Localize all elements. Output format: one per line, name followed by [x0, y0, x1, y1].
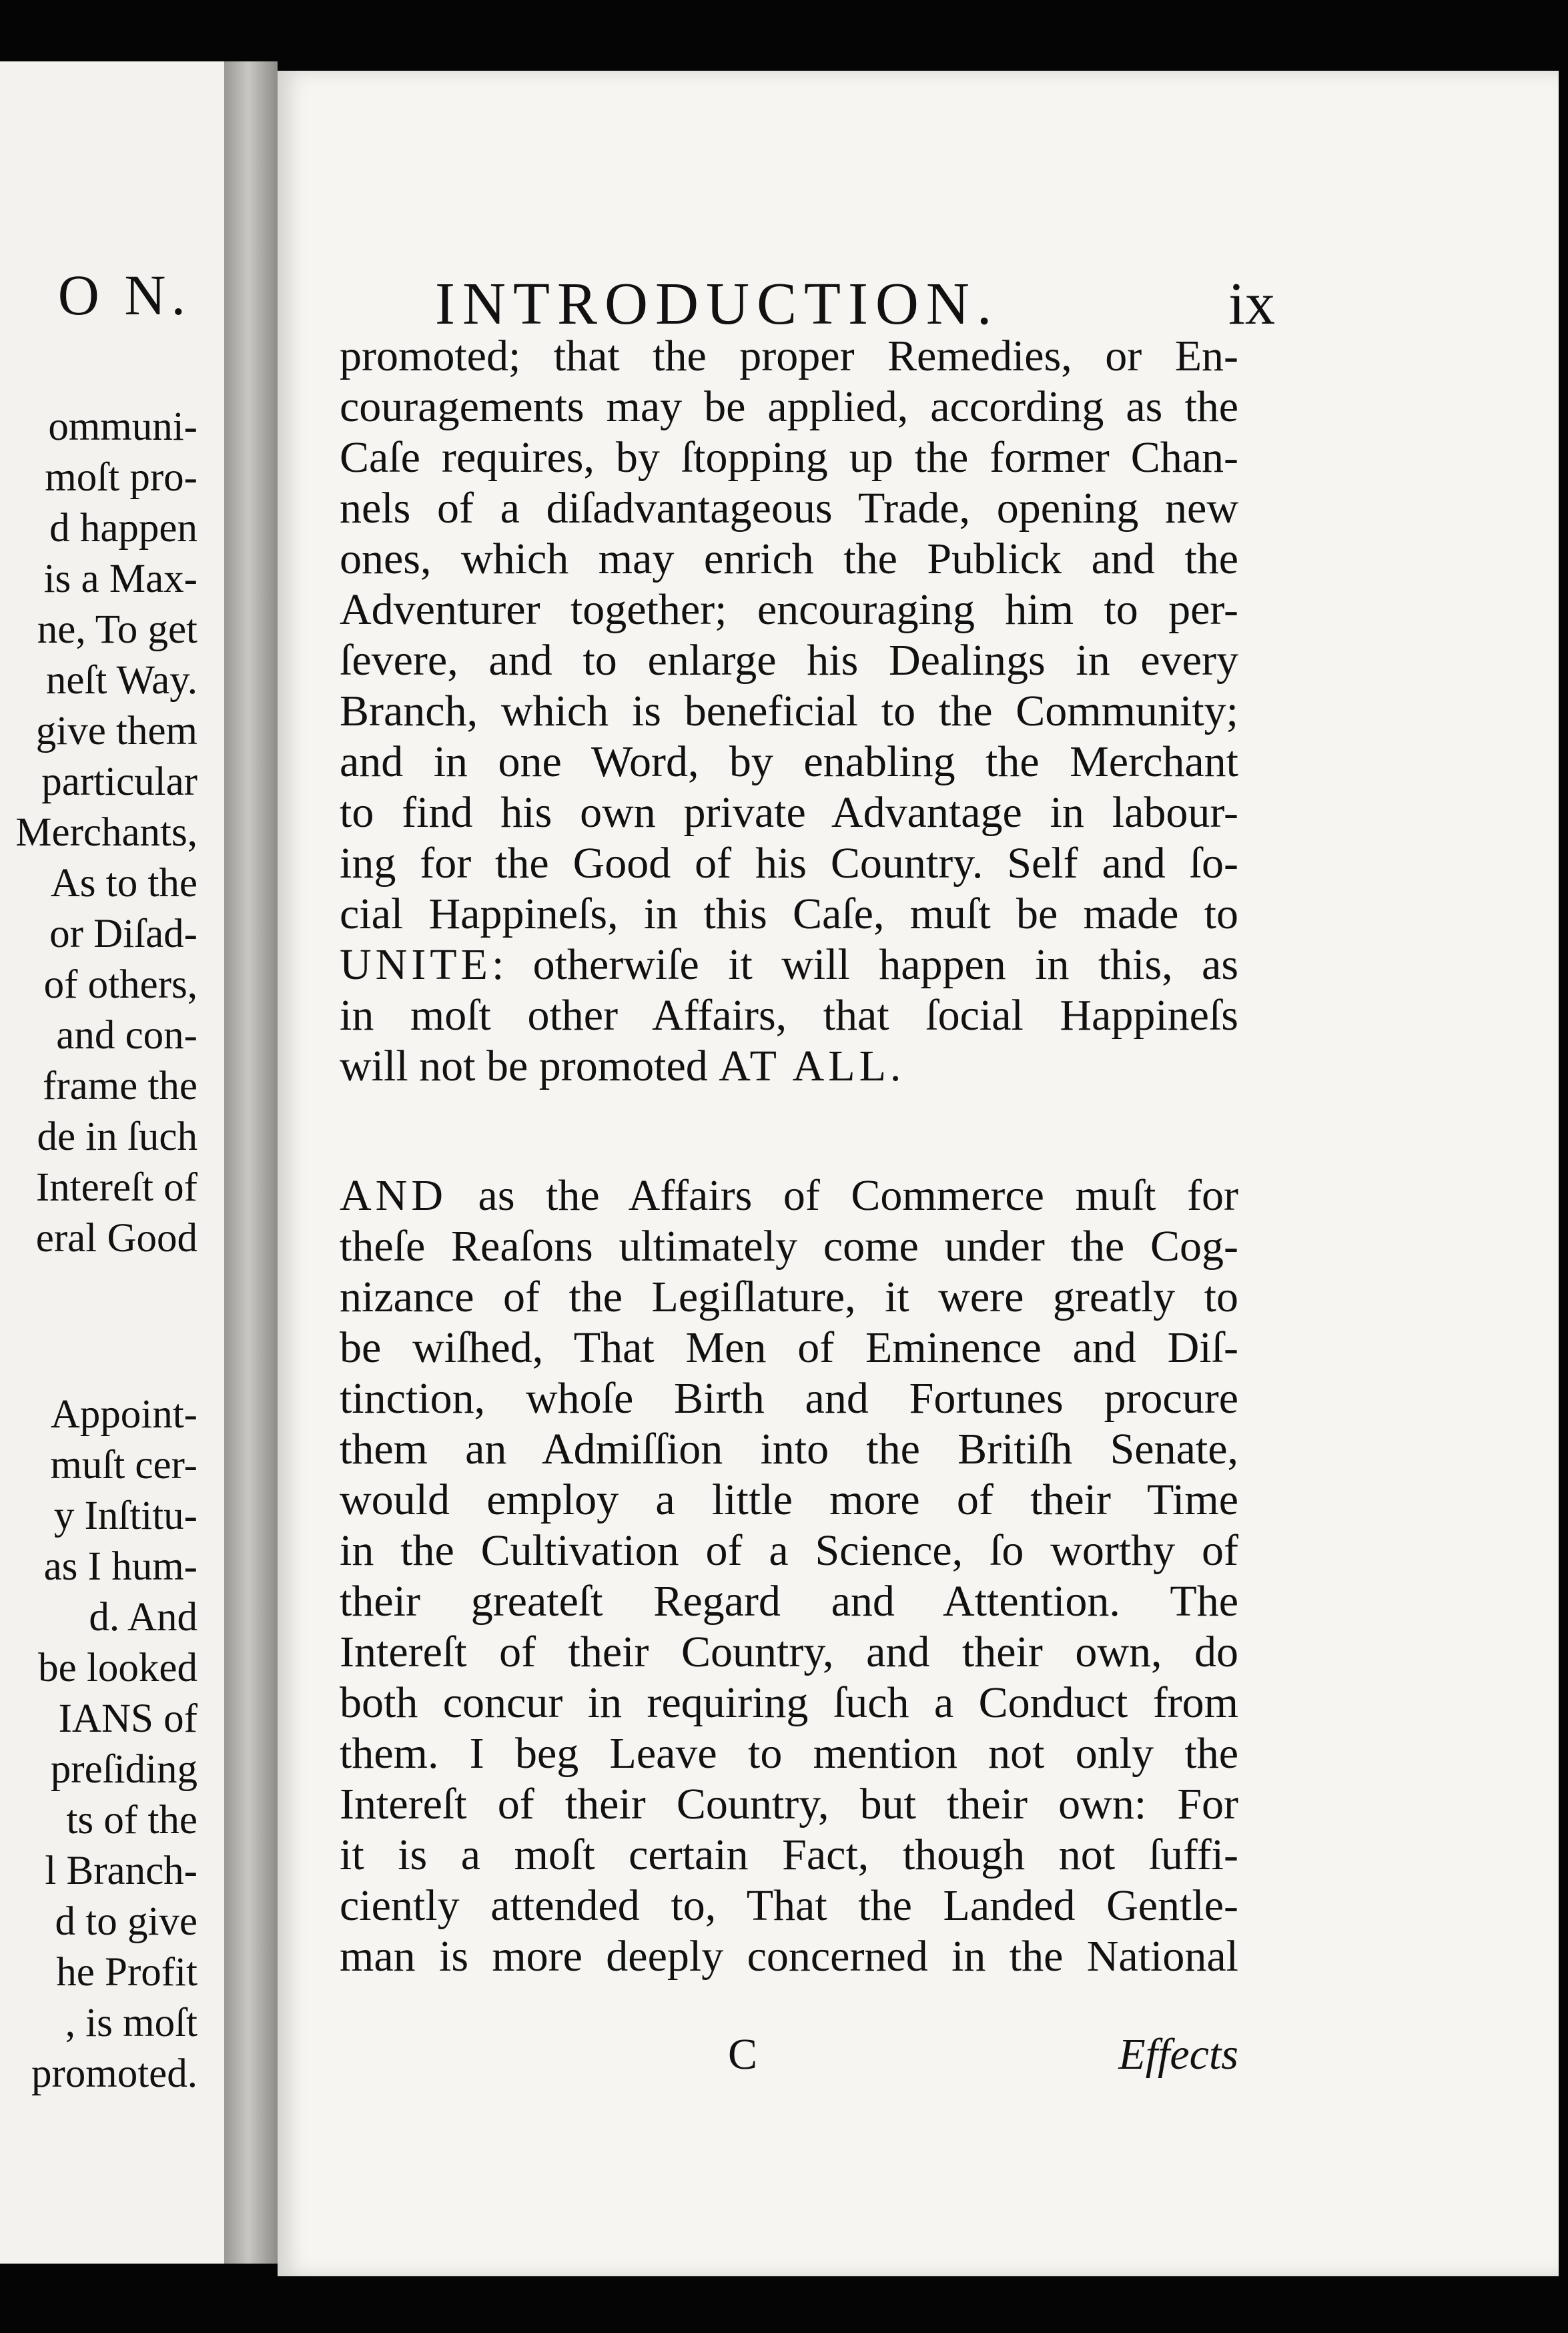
- text-line: in the Cultivation of a Science, ſo worthy of: [340, 1526, 1238, 1575]
- facing-page-line: d. And: [89, 1595, 198, 1640]
- facing-page-line: de in ſuch: [37, 1114, 198, 1159]
- facing-page-line: d to give: [55, 1899, 198, 1944]
- text-line: ſevere, and to enlarge his Dealings in every: [340, 636, 1238, 685]
- text-line: promoted; that the proper Remedies, or En-: [340, 332, 1238, 380]
- paragraph-1: [340, 331, 1238, 1092]
- text-line: nels of a diſadvantageous Trade, opening new: [340, 484, 1238, 533]
- facing-page-spacer: [15, 1264, 198, 1389]
- facing-page-line: y Inſtitu-: [53, 1493, 198, 1538]
- facing-page-header: O N.: [57, 263, 191, 327]
- facing-page-line: he Profit: [56, 1950, 198, 1995]
- text-line: their greateſt Regard and Attention. The: [340, 1577, 1238, 1626]
- facing-page-line: promoted.: [31, 2051, 198, 2096]
- page-number: ix: [1228, 271, 1275, 337]
- facing-page-line: Merchants,: [15, 810, 198, 855]
- text-line: tinction, whoſe Birth and Fortunes procure: [340, 1374, 1238, 1423]
- text-line: them an Admiſſion into the Britiſh Senate,: [340, 1425, 1238, 1473]
- facing-page-line: As to the: [50, 861, 198, 906]
- facing-page-line: muſt cer-: [50, 1443, 198, 1487]
- facing-page-text: [15, 402, 198, 2099]
- text-line: in moſt other Affairs, that ſocial Happineſs: [340, 991, 1238, 1040]
- book-gutter: [224, 61, 278, 2264]
- text-line: UNITE: otherwiſe it will happen in this, as: [340, 940, 1238, 989]
- text-line: AND as the Affairs of Commerce muſt for: [340, 1171, 1238, 1220]
- facing-page-line: IANS of: [58, 1696, 198, 1741]
- catchword: Effects: [1118, 2030, 1238, 2079]
- facing-page-line: ne, To get: [37, 607, 198, 652]
- facing-page-line: particular: [41, 759, 198, 804]
- facing-page-line: or Diſad-: [49, 912, 198, 956]
- facing-page-line: l Branch-: [45, 1849, 198, 1893]
- text-line: would employ a little more of their Time: [340, 1475, 1238, 1524]
- text-line: ciently attended to, That the Landed Gentle-: [340, 1881, 1238, 1930]
- facing-page-line: eral Good: [35, 1216, 198, 1261]
- paragraph-spacer: [340, 1092, 1238, 1171]
- facing-page-line: neſt Way.: [45, 658, 198, 703]
- facing-page-line: as I hum-: [43, 1544, 198, 1589]
- text-line: Branch, which is beneficial to the Community;: [340, 687, 1238, 735]
- text-line: be wiſhed, That Men of Eminence and Diſ-: [340, 1323, 1238, 1372]
- paragraph-2: [340, 1171, 1238, 1982]
- running-header: INTRODUCTION.: [435, 271, 1000, 337]
- facing-page-line: moſt pro-: [45, 455, 198, 500]
- text-line: couragements may be applied, according as the: [340, 382, 1238, 431]
- facing-page: [0, 61, 224, 2264]
- facing-page-line: be looked: [38, 1646, 198, 1690]
- facing-page-line: of others,: [43, 962, 198, 1007]
- book-page: [278, 71, 1559, 2276]
- facing-page-line: preſiding: [50, 1747, 198, 1792]
- text-line: and in one Word, by enabling the Merchant: [340, 737, 1238, 786]
- text-line: ing for the Good of his Country. Self and ſo-: [340, 839, 1238, 888]
- text-line: Intereſt of their Country, and their own, do: [340, 1628, 1238, 1676]
- facing-page-line: is a Max-: [43, 557, 198, 601]
- facing-page-line: , is moſt: [65, 2001, 198, 2045]
- text-line: it is a moſt certain Fact, though not ſuffi-: [340, 1830, 1238, 1879]
- text-line: Intereſt of their Country, but their own: For: [340, 1780, 1238, 1828]
- text-line: will not be promoted AT ALL.: [340, 1042, 901, 1090]
- facing-page-line: Intereſt of: [35, 1165, 198, 1210]
- facing-page-line: ommuni-: [48, 404, 198, 449]
- facing-page-line: d happen: [49, 506, 198, 551]
- page-footer: [340, 2029, 1238, 2089]
- text-line: Adventurer together; encouraging him to per-: [340, 585, 1238, 634]
- text-line: both concur in requiring ſuch a Conduct from: [340, 1678, 1238, 1727]
- facing-page-line: Appoint-: [50, 1392, 198, 1437]
- signature-mark: C: [728, 2030, 758, 2079]
- text-line: Caſe requires, by ſtopping up the former Chan-: [340, 433, 1238, 482]
- text-line: ones, which may enrich the Publick and the: [340, 535, 1238, 583]
- facing-page-line: ts of the: [66, 1798, 198, 1843]
- text-line: cial Happineſs, in this Caſe, muſt be made to: [340, 890, 1238, 938]
- text-line: them. I beg Leave to mention not only the: [340, 1729, 1238, 1778]
- facing-page-line: frame the: [43, 1064, 198, 1108]
- text-line: nizance of the Legiſlature, it were greatly to: [340, 1273, 1238, 1321]
- facing-page-line: give them: [35, 709, 198, 753]
- text-line: man is more deeply concerned in the National: [340, 1932, 1238, 1981]
- page-body: [340, 331, 1238, 1982]
- text-line: to find his own private Advantage in labour-: [340, 788, 1238, 837]
- facing-page-line: and con-: [56, 1013, 198, 1058]
- text-line: theſe Reaſons ultimately come under the Cog-: [340, 1222, 1238, 1271]
